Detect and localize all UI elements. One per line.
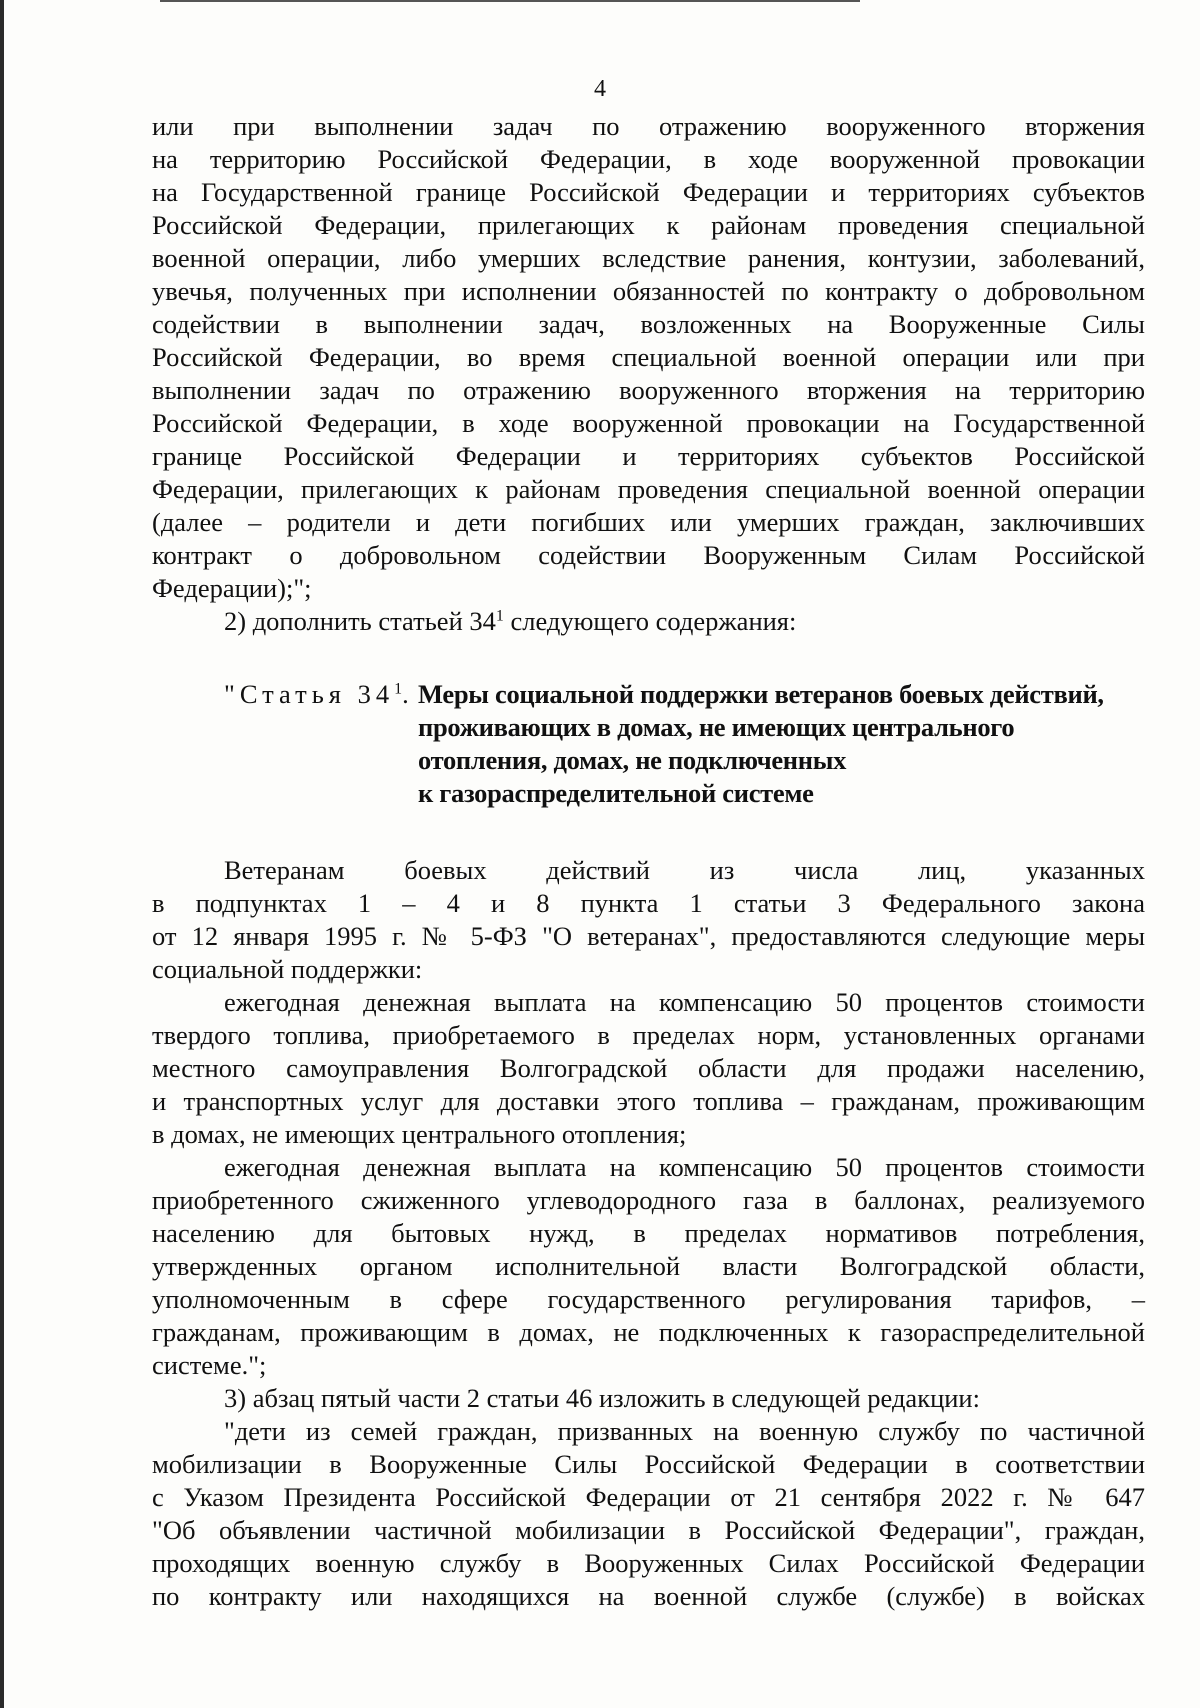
scan-left-edge [0, 0, 4, 1708]
text-line: 3) абзац пятый части 2 статьи 46 изложить в следующей редакции: [224, 1383, 980, 1413]
text-line: на Государственной границе Российской Федерации и территориях субъектов [152, 177, 1145, 207]
text-line: военной операции, либо умерших вследствие ранения, контузии, заболеваний, [152, 243, 1145, 273]
text-line: или при выполнении задач по отражению вооруженного вторжения [152, 111, 1145, 141]
text-line: гражданам, проживающим в домах, не подключенных к газораспределительной [152, 1317, 1145, 1347]
text-line: в домах, не имеющих центрального отопления; [152, 1119, 687, 1149]
text-line: в подпунктах 1 – 4 и 8 пункта 1 статьи 3 Федерального закона [152, 888, 1145, 918]
text-line: Федерации);"; [152, 573, 312, 603]
item-2-text: 2) дополнить статьей 34 [224, 606, 496, 636]
text-line: социальной поддержки: [152, 954, 423, 984]
text-line: твердого топлива, приобретаемого в пределах норм, установленных органами [152, 1020, 1145, 1050]
text-line: границе Российской Федерации и территориях субъектов Российской [152, 441, 1145, 471]
text-line: на территорию Российской Федерации, в ходе вооруженной провокации [152, 144, 1145, 174]
text-line: выполнении задач по отражению вооруженного вторжения на территорию [152, 375, 1145, 405]
item-2-text-after: следующего содержания: [503, 606, 797, 636]
article-superscript: 1 [394, 680, 403, 698]
text-line: системе."; [152, 1350, 267, 1380]
text-line: Федерации, прилегающих к районам проведения специальной военной операции [152, 474, 1145, 504]
article-title-line: к газораспределительной системе [418, 778, 814, 808]
article-title-line: отопления, домах, не подключенных [418, 745, 847, 775]
article-label [224, 678, 409, 711]
text-line: населению для бытовых нужд, в пределах нормативов потребления, [152, 1218, 1145, 1248]
text-line: Российской Федерации, прилегающих к районам проведения специальной [152, 210, 1145, 240]
text-line: увечья, полученных при исполнении обязанностей по контракту о добровольном [152, 276, 1145, 306]
article-dot: . [402, 679, 409, 709]
text-line: мобилизации в Вооруженные Силы Российской Федерации в соответствии [152, 1449, 1145, 1479]
article-title-line: Меры социальной поддержки ветеранов боевых действий, [418, 679, 1104, 709]
text-line: "Об объявлении частичной мобилизации в Российской Федерации", граждан, [152, 1515, 1145, 1545]
text-line: от 12 января 1995 г. № 5-ФЗ "О ветеранах", предоставляются следующие меры [152, 921, 1145, 951]
text-line: приобретенного сжиженного углеводородного газа в баллонах, реализуемого [152, 1185, 1145, 1215]
article-prefix: "Статья 34 [224, 679, 395, 709]
scan-top-edge [160, 0, 860, 2]
text-line: ежегодная денежная выплата на компенсацию 50 процентов стоимости [224, 1152, 1145, 1182]
text-line: "дети из семей граждан, призванных на военную службу по частичной [224, 1416, 1145, 1446]
text-line: утвержденных органом исполнительной власти Волгоградской области, [152, 1251, 1145, 1281]
text-line: уполномоченным в сфере государственного регулирования тарифов, – [152, 1284, 1145, 1314]
article-title-line: проживающих в домах, не имеющих центрального [418, 712, 1015, 742]
text-line: проходящих военную службу в Вооруженных Силах Российской Федерации [152, 1548, 1145, 1578]
text-line: местного самоуправления Волгоградской области для продажи населению, [152, 1053, 1145, 1083]
text-line: с Указом Президента Российской Федерации от 21 сентября 2022 г. № 647 [152, 1482, 1145, 1512]
text-line: ежегодная денежная выплата на компенсацию 50 процентов стоимости [224, 987, 1145, 1017]
text-line: и транспортных услуг для доставки этого топлива – гражданам, проживающим [152, 1086, 1145, 1116]
item-2-line [224, 605, 1145, 638]
item-2-superscript: 1 [495, 607, 504, 625]
text-line: контракт о добровольном содействии Вооруженным Силам Российской [152, 540, 1145, 570]
page-number: 4 [594, 76, 606, 102]
text-line: (далее – родители и дети погибших или умерших граждан, заключивших [152, 507, 1145, 537]
text-line: Российской Федерации, во время специальной военной операции или при [152, 342, 1145, 372]
text-line: по контракту или находящихся на военной службе (службе) в войсках [152, 1581, 1145, 1611]
text-line: Ветеранам боевых действий из числа лиц, указанных [224, 855, 1145, 885]
text-line: содействии в выполнении задач, возложенных на Вооруженные Силы [152, 309, 1145, 339]
text-line: Российской Федерации, в ходе вооруженной провокации на Государственной [152, 408, 1145, 438]
